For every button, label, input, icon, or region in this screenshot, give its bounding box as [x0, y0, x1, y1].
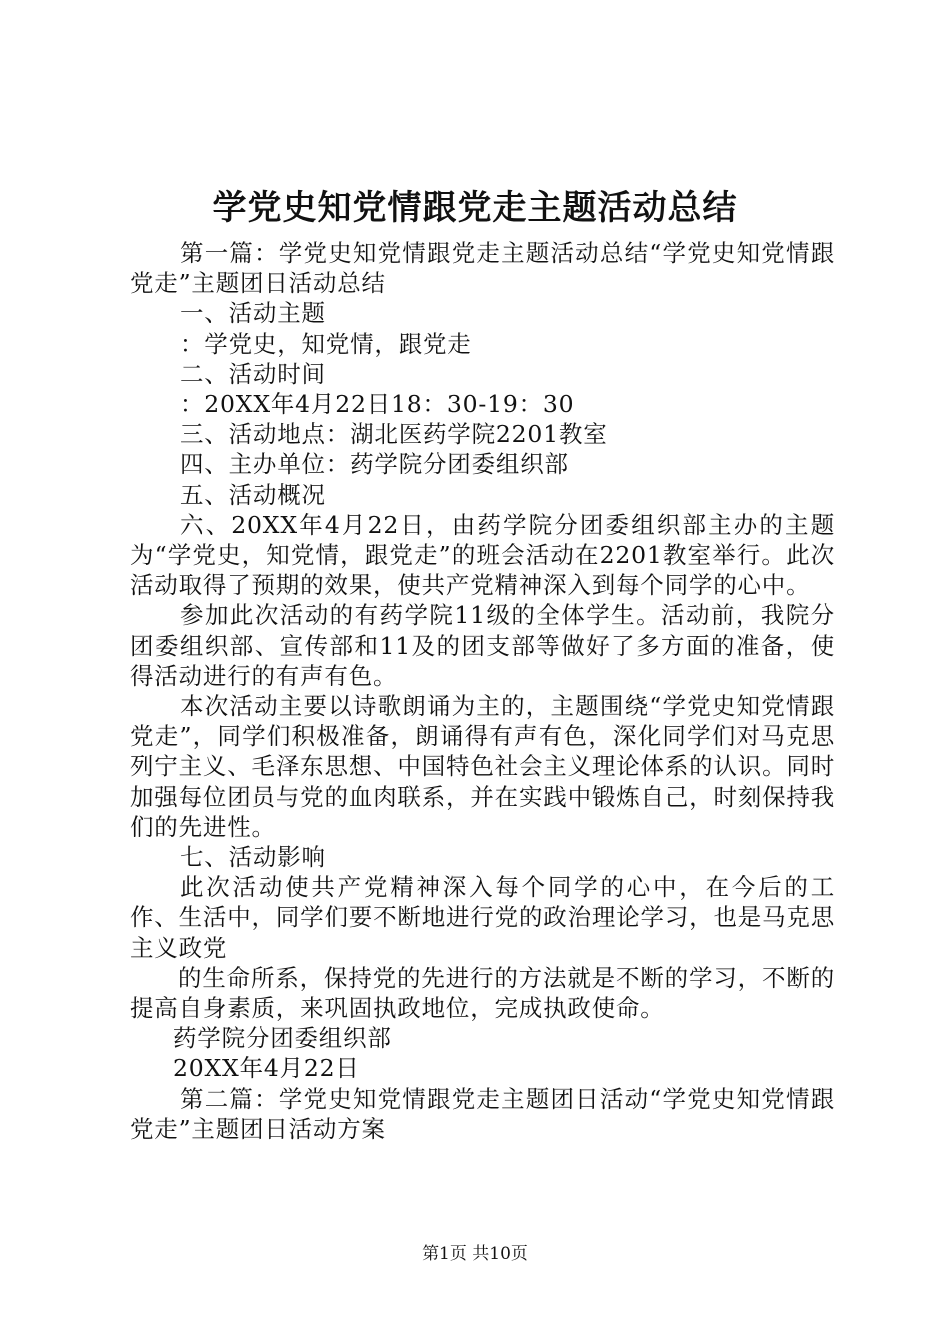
paragraph-signature-org: 药学院分团委组织部 — [173, 1024, 392, 1053]
paragraph-section-5-heading: 五、活动概况 — [180, 480, 326, 509]
paragraph-content: 本次活动主要以诗歌朗诵为主的，主题围绕“学党史知党情跟党走”，同学们积极准备，朗诵得有声有色，深化同学们对马克思列宁主义、毛泽东思想、中国特色社会主义理论体系的认识。同时加强每位团员与党的血肉联系，并在实践中锻炼自己，时刻保持我们的先进性。 — [130, 692, 835, 841]
paragraph-overview: 六、20XX年4月22日，由药学院分团委组织部主办的主题为“学党史，知党情，跟党走”的班会活动在2201教室举行。此次活动取得了预期的效果，使共产党精神深入到每个同学的心中。 — [130, 510, 835, 600]
paragraph-section-2-heading: 二、活动时间 — [180, 359, 326, 388]
paragraph-time: ：20XX年4月22日18：30-19：30 — [180, 390, 575, 419]
document-body — [130, 238, 835, 1144]
paragraph-part-one-heading: 第一篇：学党史知党情跟党走主题活动总结“学党史知党情跟党走”主题团日活动总结 — [130, 239, 835, 298]
paragraph-organizer: 四、主办单位：药学院分团委组织部 — [180, 450, 569, 479]
paragraph-impact: 此次活动使共产党精神深入每个同学的心中，在今后的工作、生活中，同学们要不断地进行党的政治理论学习，也是马克思主义政党 — [130, 873, 835, 962]
paragraph-signature-date: 20XX年4月22日 — [173, 1054, 360, 1083]
paragraph-location: 三、活动地点：湖北医药学院2201教室 — [180, 420, 608, 449]
page-footer: 第1页 共10页 — [422, 1244, 528, 1264]
paragraph-impact-continued: 的生命所系，保持党的先进行的方法就是不断的学习，不断的提高自身素质，来巩固执政地位，完成执政使命。 — [130, 963, 835, 1023]
paragraph-theme: ：学党史，知党情，跟党走 — [180, 329, 472, 358]
paragraph-part-two-heading: 第二篇：学党史知党情跟党走主题团日活动“学党史知党情跟党走”主题团日活动方案 — [130, 1084, 835, 1143]
document-title: 学党史知党情跟党走主题活动总结 — [212, 188, 738, 228]
paragraph-section-1-heading: 一、活动主题 — [180, 299, 326, 328]
paragraph-participants: 参加此次活动的有药学院11级的全体学生。活动前，我院分团委组织部、宣传部和11及的团支部等做好了多方面的准备，使得活动进行的有声有色。 — [130, 601, 835, 690]
paragraph-section-7-heading: 七、活动影响 — [180, 843, 326, 872]
